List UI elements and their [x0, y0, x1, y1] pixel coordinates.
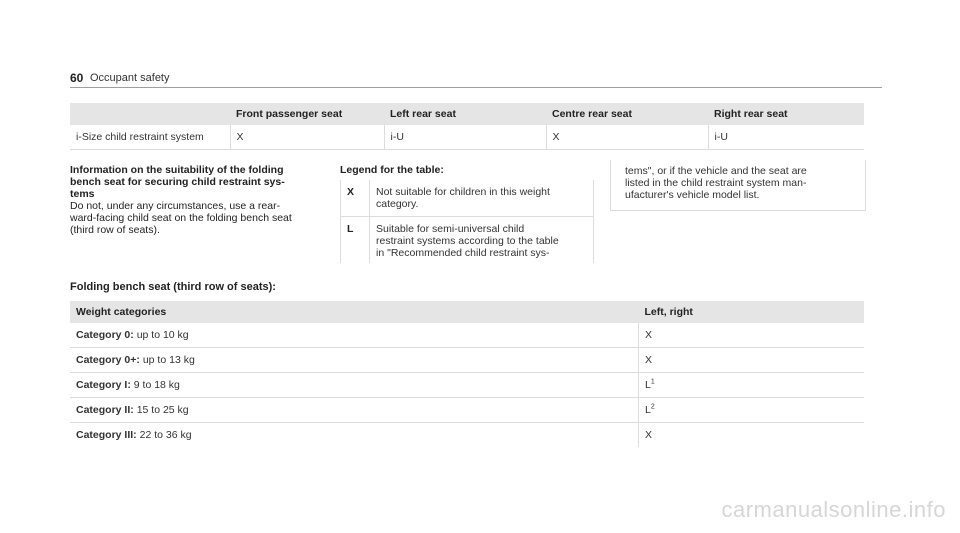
legend-line: tems", or if the vehicle and the seat are [625, 165, 807, 177]
category-range: 22 to 36 kg [139, 429, 192, 441]
suitability-cell [639, 423, 865, 448]
footnote-marker: 2 [650, 403, 655, 411]
info-heading-line: Information on the suitability of the folding [70, 164, 284, 176]
weight-category-cell [70, 348, 639, 373]
column-header: Left, right [639, 301, 865, 323]
seat-suitability-table [70, 103, 864, 150]
legend-key: X [341, 180, 370, 216]
table-row [70, 373, 864, 398]
folding-bench-title: Folding bench seat (third row of seats): [70, 281, 276, 293]
info-body-line: (third row of seats). [70, 224, 160, 236]
legend-key: L [341, 217, 370, 263]
suitability-cell [639, 373, 865, 398]
column-header: Right rear seat [708, 103, 864, 125]
category-label: Category I: [76, 379, 131, 391]
info-heading-line: bench seat for securing child restraint sys- [70, 176, 285, 188]
column-header [70, 103, 230, 125]
table-cell: i-U [708, 125, 864, 150]
suitability-value: L [645, 379, 651, 391]
weight-category-cell [70, 398, 639, 423]
suitability-value: X [645, 329, 653, 341]
legend-row [340, 217, 594, 263]
suitability-cell [639, 348, 865, 373]
legend-title: Legend for the table: [340, 164, 444, 176]
category-range: 15 to 25 kg [136, 404, 189, 416]
table-row [70, 125, 864, 150]
category-range: up to 10 kg [136, 329, 189, 341]
legend-line: Suitable for semi-universal child [376, 223, 525, 235]
table-row [70, 348, 864, 373]
category-range: up to 13 kg [142, 354, 195, 366]
column-header: Front passenger seat [230, 103, 384, 125]
legend-continuation [610, 160, 866, 211]
legend-line: listed in the child restraint system man- [625, 177, 807, 189]
info-heading-line: tems [70, 188, 95, 200]
table-row [70, 398, 864, 423]
legend-description [370, 180, 593, 216]
section-title: Occupant safety [90, 72, 170, 84]
category-range: 9 to 18 kg [133, 379, 180, 391]
weight-category-cell [70, 323, 639, 348]
legend-line: Not suitable for children in this weight [376, 186, 550, 198]
suitability-value: X [645, 354, 653, 366]
suitability-cell [639, 398, 865, 423]
suitability-value: X [645, 429, 653, 441]
legend-line: ufacturer's vehicle model list. [625, 189, 760, 201]
watermark: carmanualsonline.info [721, 497, 946, 522]
table-cell: X [546, 125, 708, 150]
page-number: 60 [70, 71, 84, 85]
category-label: Category 0+: [76, 354, 140, 366]
weight-category-table [70, 301, 864, 447]
legend-description [611, 160, 865, 201]
legend-table [340, 180, 594, 263]
suitability-value: L [645, 404, 651, 416]
table-cell: i-U [384, 125, 546, 150]
info-block [70, 164, 328, 236]
suitability-cell [639, 323, 865, 348]
footnote-marker: 1 [650, 378, 655, 386]
column-header: Centre rear seat [546, 103, 708, 125]
table-header-row [70, 301, 864, 323]
legend-row [340, 180, 594, 217]
category-label: Category 0: [76, 329, 134, 341]
column-header: Left rear seat [384, 103, 546, 125]
legend-line: restraint systems according to the table [376, 235, 559, 247]
column-header: Weight categories [70, 301, 639, 323]
table-cell: X [230, 125, 384, 150]
weight-category-cell [70, 423, 639, 448]
table-cell: i-Size child restraint system [70, 125, 230, 150]
legend-line: in "Recommended child restraint sys- [376, 247, 550, 259]
legend-line: category. [376, 198, 419, 210]
table-row [70, 323, 864, 348]
weight-category-cell [70, 373, 639, 398]
table-header-row [70, 103, 864, 125]
category-label: Category III: [76, 429, 137, 441]
table-row [70, 423, 864, 448]
category-label: Category II: [76, 404, 134, 416]
header-divider [70, 87, 882, 88]
info-body-line: ward-facing child seat on the folding bench seat [70, 212, 292, 224]
legend-description [370, 217, 593, 263]
info-body-line: Do not, under any circumstances, use a rear- [70, 200, 281, 212]
